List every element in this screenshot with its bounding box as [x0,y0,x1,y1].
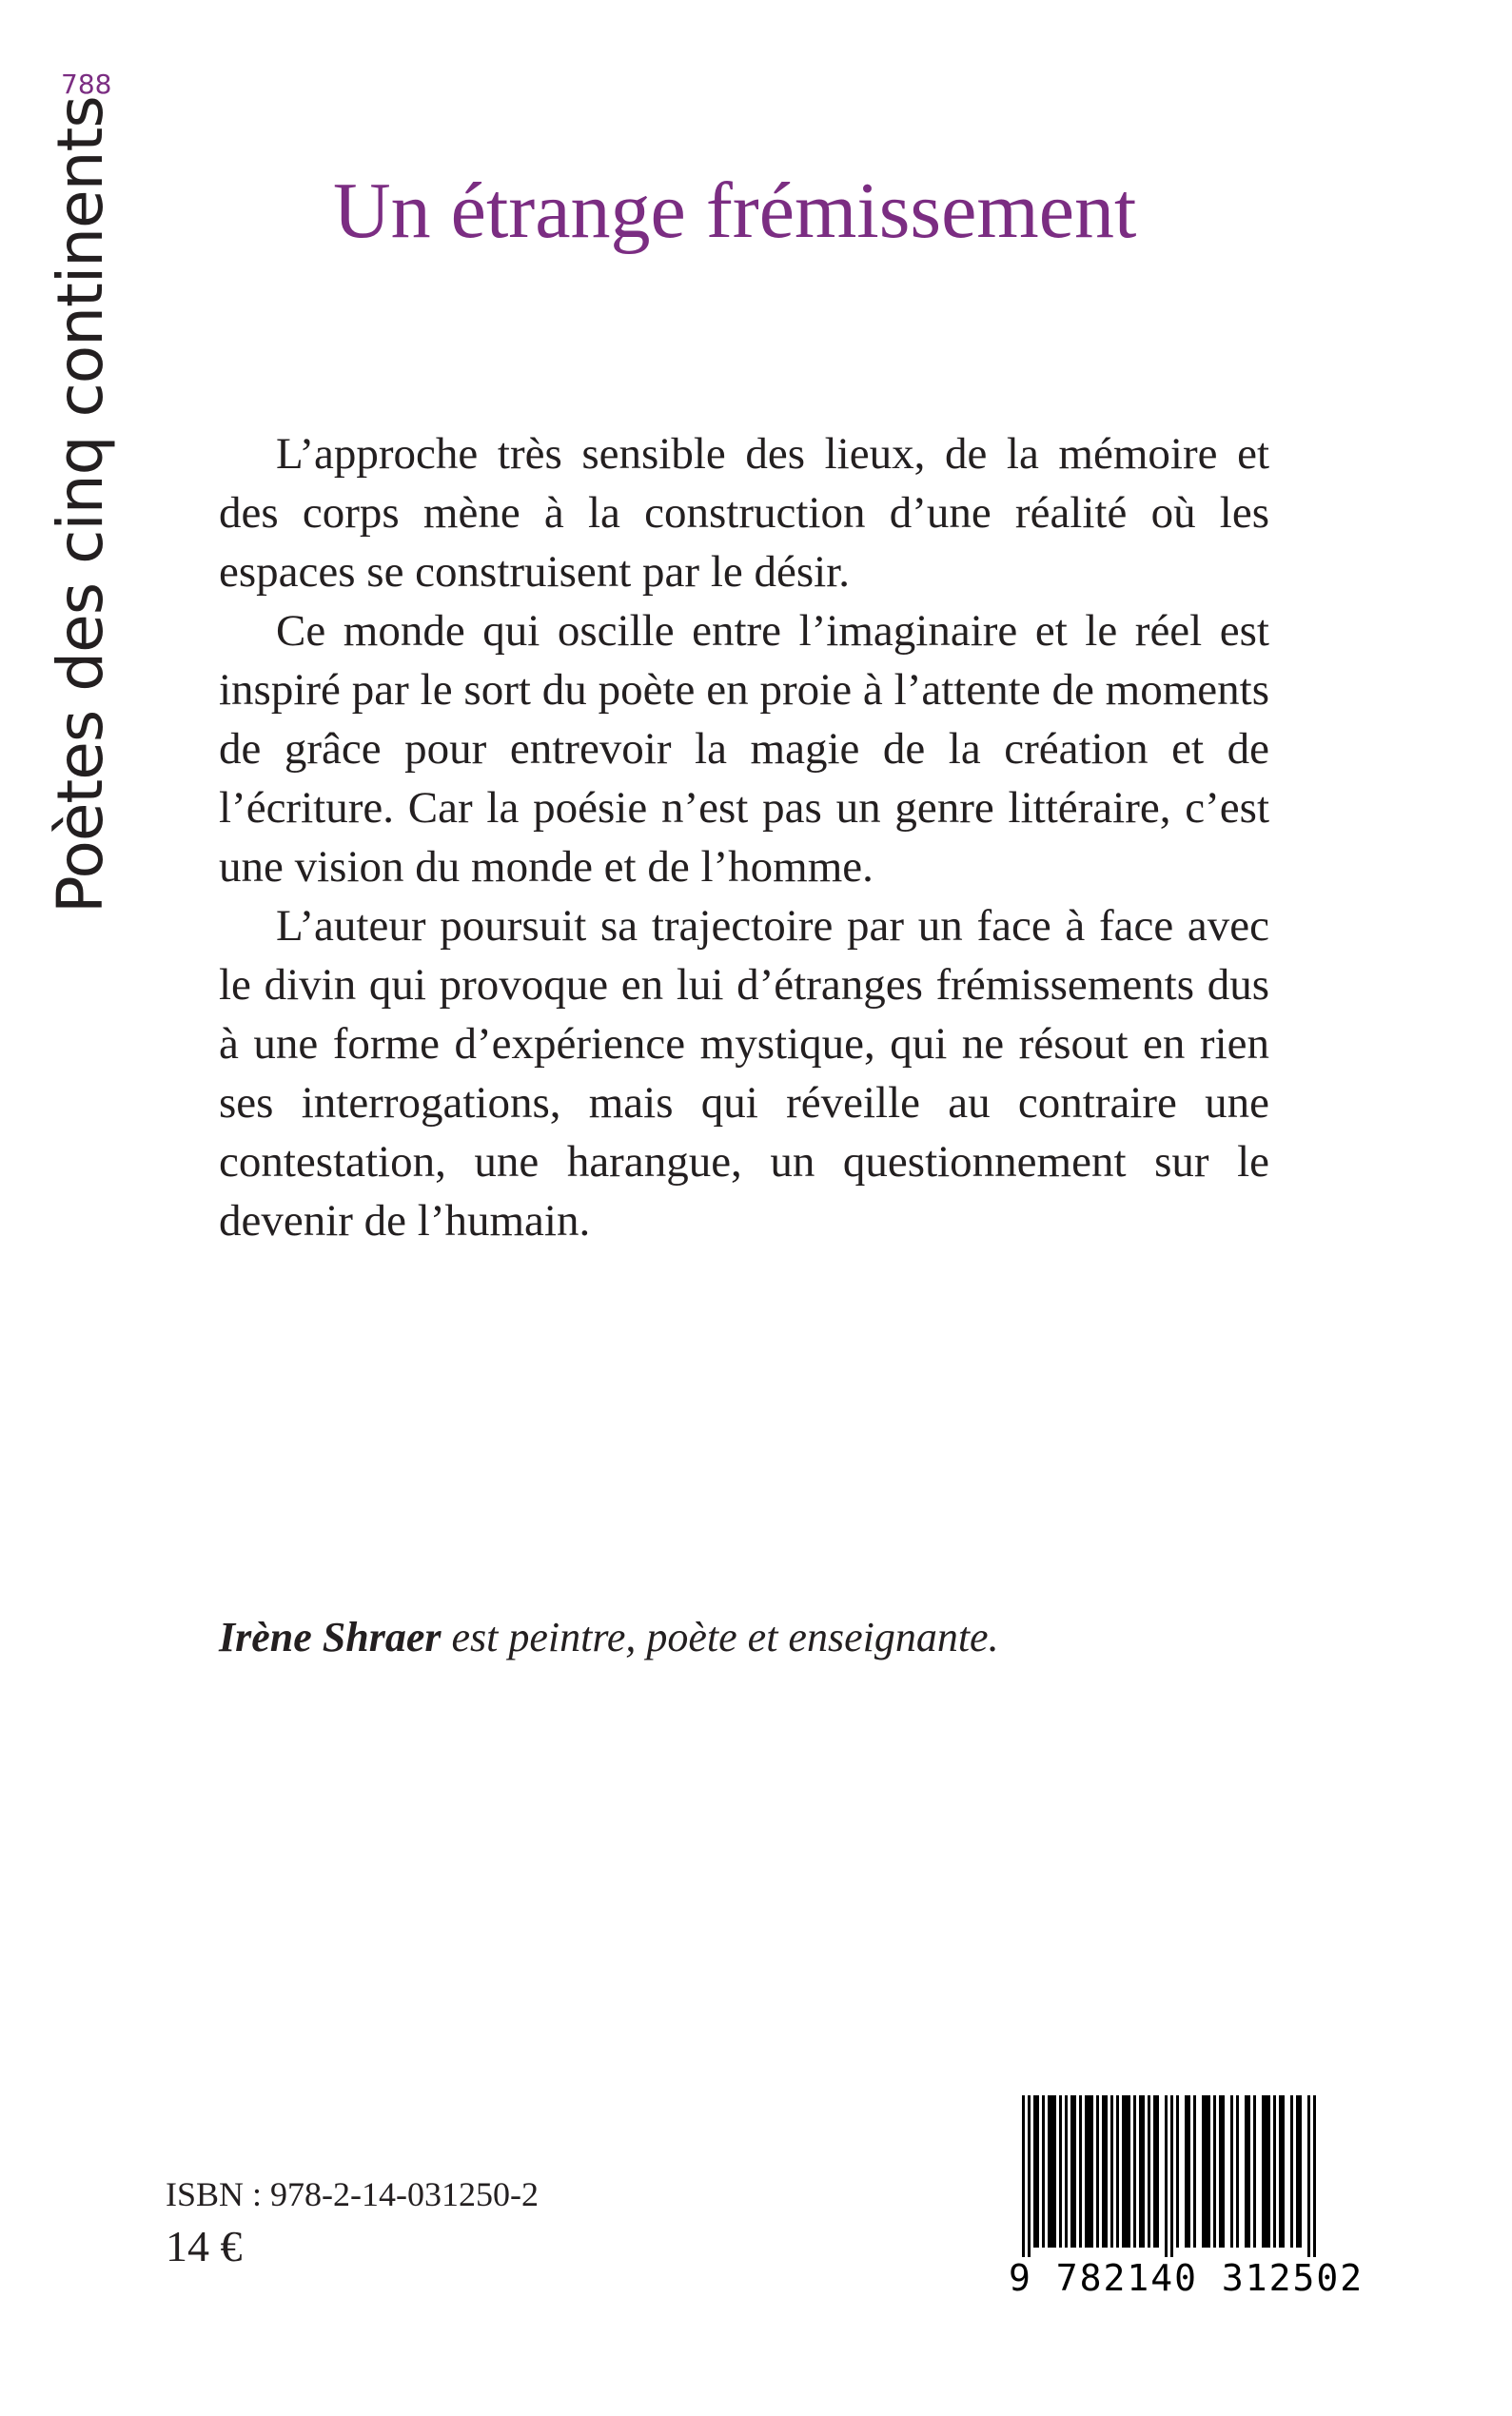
author-bio [219,1613,999,1661]
back-cover-blurb [219,424,1269,1250]
blurb-paragraph: L’auteur poursuit sa trajectoire par un face à face avec le divin qui provoque en lui d’étranges frémissements dus à une forme d’expérience mystique, qui ne résout en rien ses interrogations, mais qui réveille au contraire une contestation, une harangue, un questionnement sur le devenir de l’humain. [219,901,1269,1246]
series-number: 788 [61,69,112,100]
price: 14 € [166,2222,243,2270]
author-description: est peintre, poète et enseignante. [441,1614,999,1660]
series-name: Poètes des cinq continents [44,96,117,913]
isbn: ISBN : 978-2-14-031250-2 [166,2175,539,2213]
barcode [1009,2090,1365,2308]
barcode-digits: 9 782140 312502 [1009,2257,1365,2299]
blurb-paragraph: L’approche très sensible des lieux, de la mémoire et des corps mène à la construction d’une réalité où les espaces se construisent par le désir. [219,429,1269,597]
barcode-bars [1018,2095,1323,2257]
author-name: Irène Shraer [219,1614,442,1660]
book-title: Un étrange frémissement [333,167,1137,255]
blurb-paragraph: Ce monde qui oscille entre l’imaginaire et le réel est inspiré par le sort du poète en proie à l’attente de moments de grâce pour entrevoir la magie de la création et de l’écriture. Car la poésie n’est pas un genre littéraire, c’est une vision du monde et de l’homme. [219,606,1269,892]
